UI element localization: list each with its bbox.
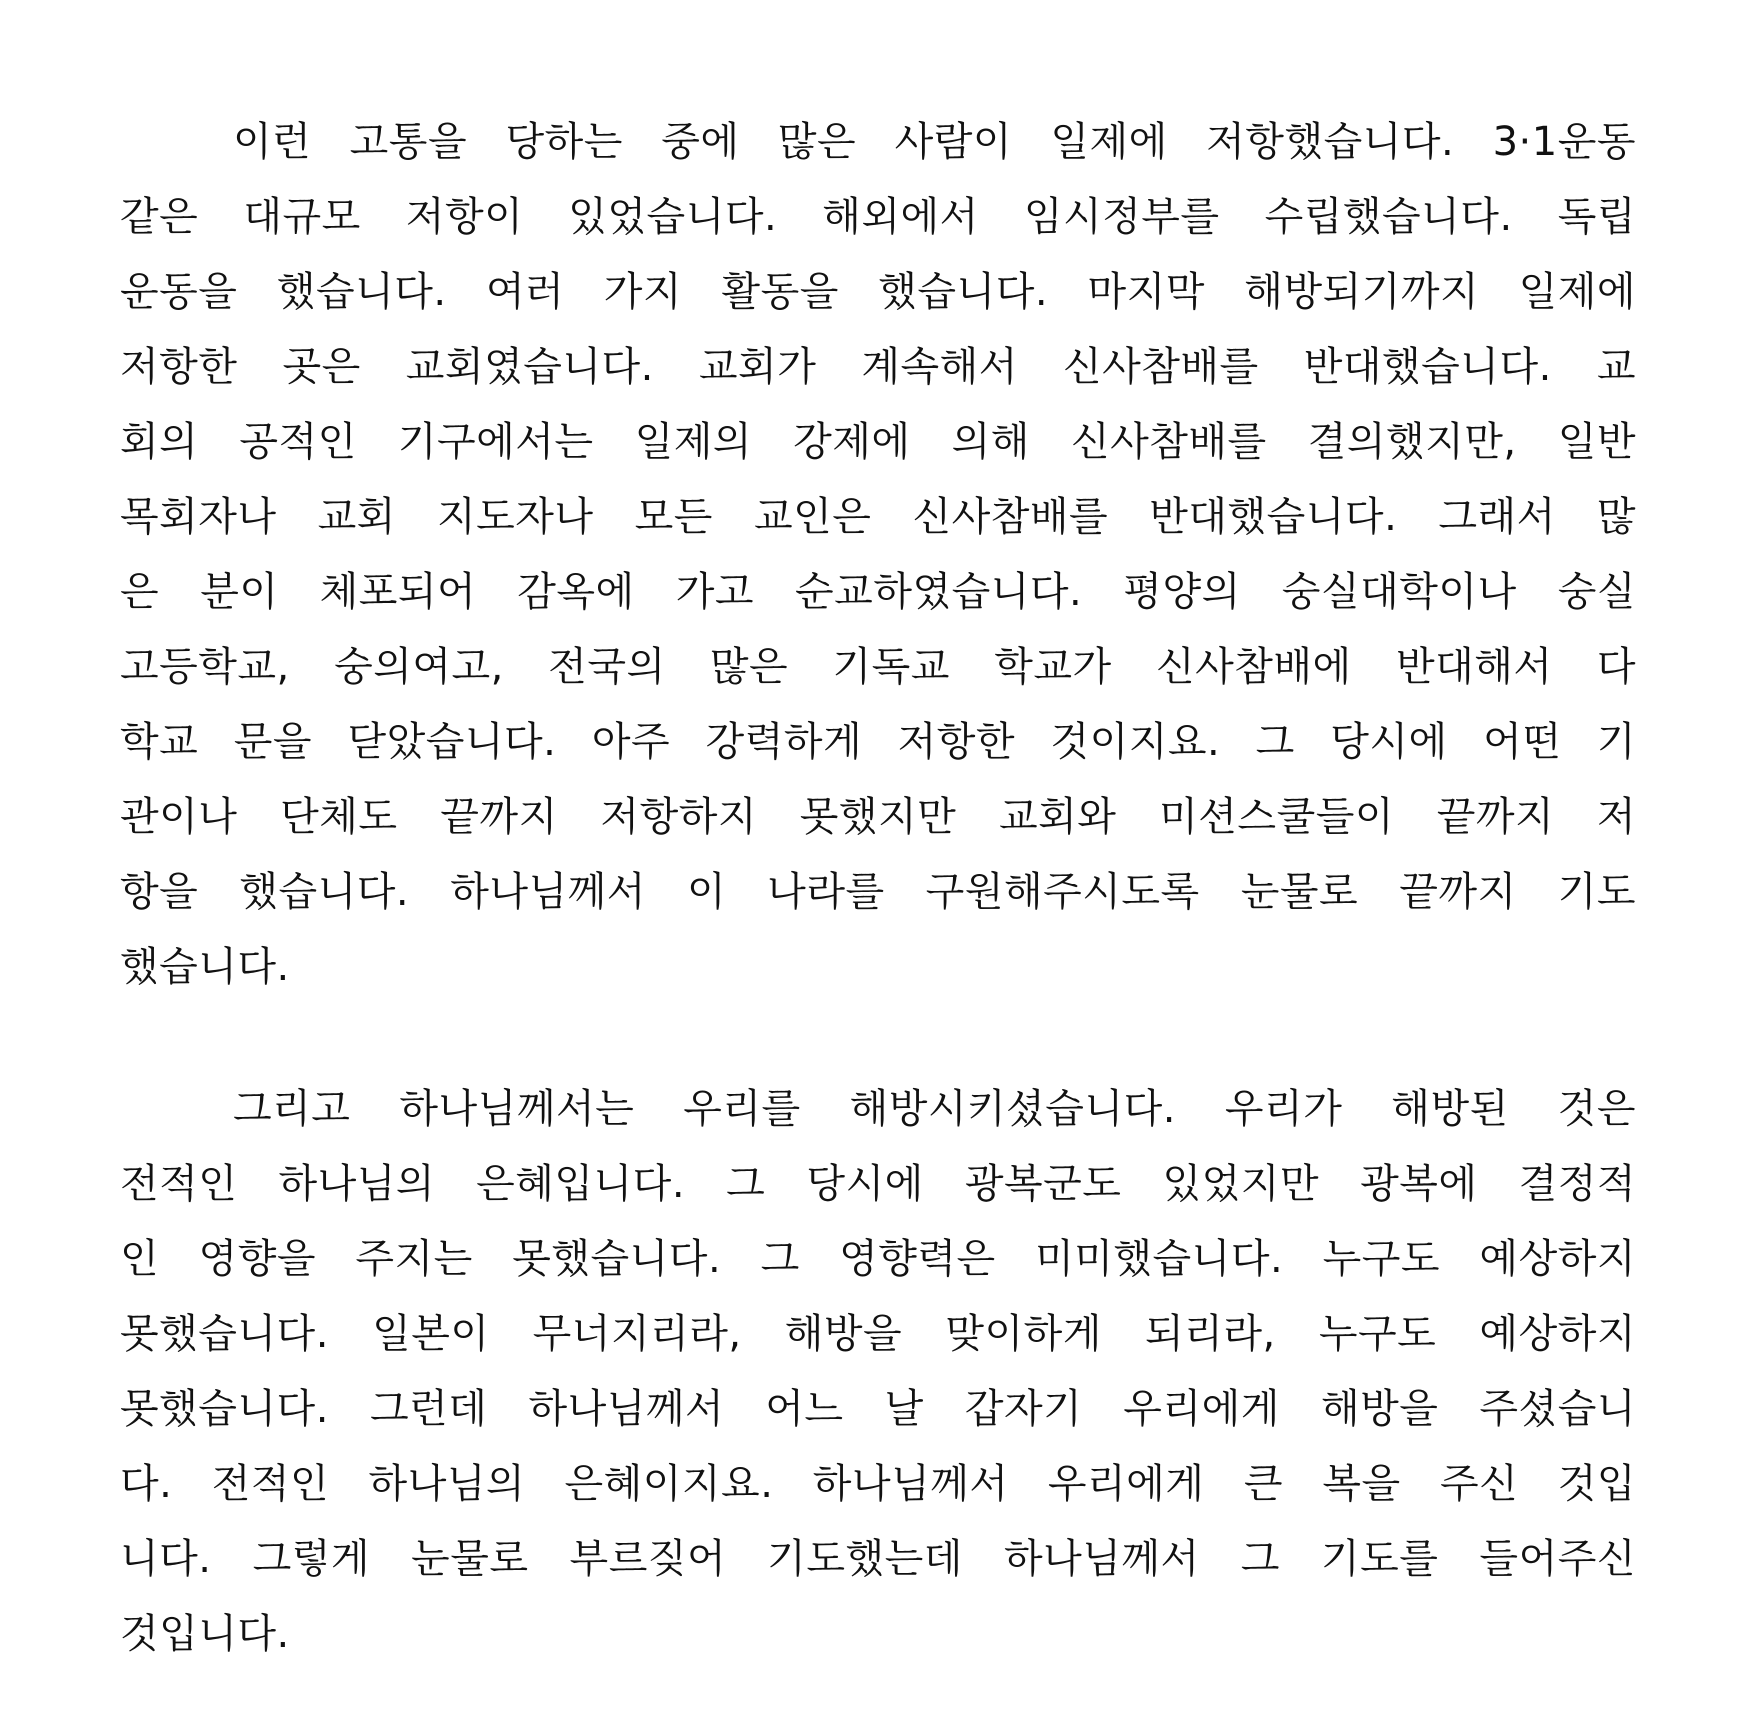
text-line: 했습니다. (120, 944, 290, 990)
text-line: 전적인 하나님의 은혜입니다. 그 당시에 광복군도 있었지만 광복에 결정적 (120, 1161, 1636, 1207)
text-line: 다. 전적인 하나님의 은혜이지요. 하나님께서 우리에게 큰 복을 주신 것입 (120, 1461, 1636, 1507)
text-line: 것입니다. (120, 1611, 290, 1657)
text-line: 못했습니다. 그런데 하나님께서 어느 날 갑자기 우리에게 해방을 주셨습니 (120, 1386, 1636, 1432)
text-line: 항을 했습니다. 하나님께서 이 나라를 구원해주시도록 눈물로 끝까지 기도 (120, 869, 1636, 915)
text-line: 이런 고통을 당하는 중에 많은 사람이 일제에 저항했습니다. 3·1운동 (233, 119, 1636, 165)
text-line: 회의 공적인 기구에서는 일제의 강제에 의해 신사참배를 결의했지만, 일반 (120, 419, 1636, 465)
paragraph-liberation (120, 1072, 1636, 1672)
text-line: 못했습니다. 일본이 무너지리라, 해방을 맞이하게 되리라, 누구도 예상하지 (120, 1311, 1636, 1357)
text-line: 운동을 했습니다. 여러 가지 활동을 했습니다. 마지막 해방되기까지 일제에 (120, 269, 1636, 315)
text-line: 학교 문을 닫았습니다. 아주 강력하게 저항한 것이지요. 그 당시에 어떤 기 (120, 719, 1636, 765)
text-line: 은 분이 체포되어 감옥에 가고 순교하였습니다. 평양의 숭실대학이나 숭실 (120, 569, 1636, 615)
text-line: 관이나 단체도 끝까지 저항하지 못했지만 교회와 미션스쿨들이 끝까지 저 (120, 794, 1636, 840)
text-line: 그리고 하나님께서는 우리를 해방시키셨습니다. 우리가 해방된 것은 (233, 1086, 1636, 1132)
text-line: 목회자나 교회 지도자나 모든 교인은 신사참배를 반대했습니다. 그래서 많 (120, 494, 1636, 540)
paragraph-resistance (120, 105, 1636, 1005)
text-line: 니다. 그렇게 눈물로 부르짖어 기도했는데 하나님께서 그 기도를 들어주신 (120, 1536, 1636, 1582)
text-line: 고등학교, 숭의여고, 전국의 많은 기독교 학교가 신사참배에 반대해서 다 (120, 644, 1636, 690)
text-line: 같은 대규모 저항이 있었습니다. 해외에서 임시정부를 수립했습니다. 독립 (120, 194, 1636, 240)
text-line: 저항한 곳은 교회였습니다. 교회가 계속해서 신사참배를 반대했습니다. 교 (120, 344, 1636, 390)
text-line: 인 영향을 주지는 못했습니다. 그 영향력은 미미했습니다. 누구도 예상하지 (120, 1236, 1636, 1282)
